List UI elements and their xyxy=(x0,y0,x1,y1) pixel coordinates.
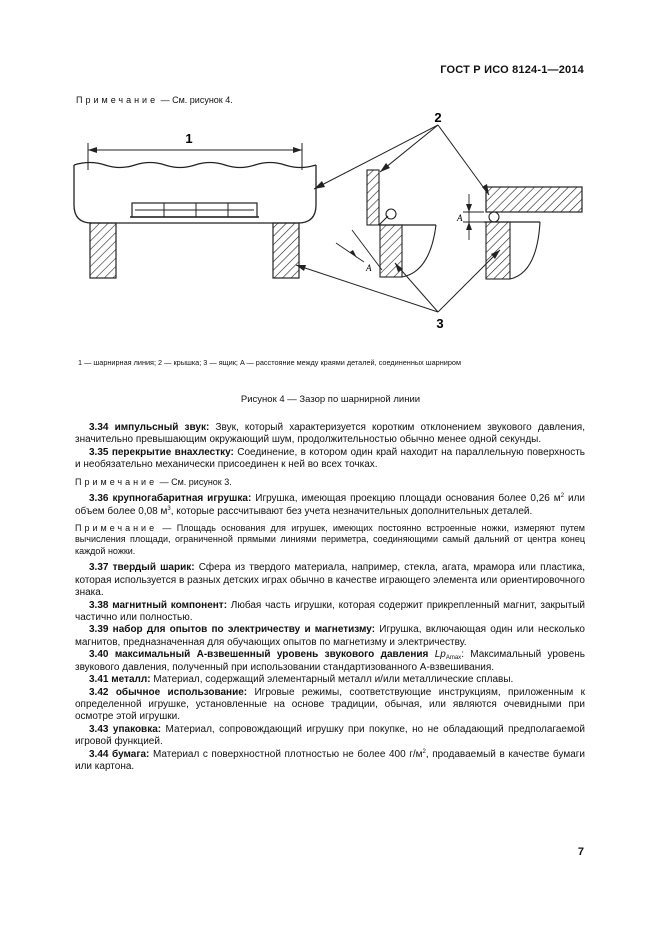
definition-3-34: 3.34 импульсный звук: Звук, который характеризуется коротким отклонением звукового давления, значительно превышающим окружающий шум, продолжительностью обычно менее одной секунды. xyxy=(75,422,585,446)
definition-3-44: 3.44 бумага: Материал с поверхностной плотностью не более 400 $г/м^2$, продаваемый в качестве бумаги или картона. xyxy=(75,748,585,772)
note-text: — См. рисунок 4. xyxy=(160,95,233,105)
hinge-gap-figure xyxy=(0,108,661,358)
definition-3-41: 3.41 металл: Материал, содержащий элементарный металл и/или металлические сплавы. xyxy=(89,674,514,686)
note-3-36: Примечание — Площадь основания для игрушек, имеющих постоянно встроенные ножки, измеряют путем вычисления площади, ограниченной прямыми линиями периметра, соединяющими самый дальний от центра конец каждой ножки. xyxy=(75,522,585,556)
figure-caption: Рисунок 4 — Зазор по шарнирной линии xyxy=(240,394,421,405)
side-section-open xyxy=(336,170,436,277)
dimension-label-a2: A xyxy=(457,213,463,223)
figure-legend: 1 — шарнирная линия; 2 — крышка; 3 — ящик; A — расстояние между краями деталей, соединенных шарниром xyxy=(78,358,461,367)
definitions-body xyxy=(75,422,585,773)
front-view xyxy=(74,143,316,278)
definition-3-37: 3.37 твердый шарик: Сфера из твердого материала, например, стекла, агата, мрамора или пластика, которая используется в разных детских играх обычно в качестве играющего элемента или ориентировочного знака. xyxy=(75,562,586,599)
callout-2: 2 xyxy=(434,110,442,125)
definition-3-40: 3.40 максимальный А-взвешенный уровень звукового давления $Lp_{Amax}$: Максимальный уровень звукового давления, полученный при использовании стандартизованного А-взвешивания. xyxy=(75,649,586,673)
callout-1: 1 xyxy=(185,131,193,146)
document-standard-header: ГОСТ Р ИСО 8124-1—2014 xyxy=(440,64,584,76)
dimension-label-a1: A xyxy=(366,263,372,273)
definition-3-43: 3.43 упаковка: Материал, сопровождающий игрушку при покупке, но не обладающий предполагаемой игровой функцией. xyxy=(75,723,586,748)
page-number: 7 xyxy=(577,846,584,858)
note-3-35: Примечание — См. рисунок 3. xyxy=(75,476,232,487)
note-label: Примечание xyxy=(76,95,159,105)
callout-3: 3 xyxy=(436,316,444,331)
definition-3-36: 3.36 крупногабаритная игрушка: Игрушка, имеющая проекцию площади основания более 0,26 $м^2$ или объем более 0,08 $м^3$, которые рассчитывают без учета незначительных дополнительных деталей. xyxy=(75,493,586,517)
hinge-drawing xyxy=(0,108,661,358)
definition-3-35: 3.35 перекрытие внахлестку: Соединение, в котором один край находит на параллельную поверхность и необязательно механически присоединен к ней во всех точках. xyxy=(75,446,586,471)
figure-reference-note xyxy=(76,95,233,105)
definition-3-42: 3.42 обычное использование: Игровые режимы, соответствующие инструкциям, приложенным к определенной игрушке, установленные на основе традиции, обычая, или являются очевидными при осмотре этой игрушки. xyxy=(75,686,586,723)
definition-3-39: 3.39 набор для опытов по электричеству и магнетизму: Игрушка, включающая один или несколько магнитов, предназначенная для обучающих опытов по магнетизму и электричеству. xyxy=(75,624,585,648)
definition-3-38: 3.38 магнитный компонент: Любая часть игрушки, которая содержит прикрепленный магнит, закрытый частично или полностью. xyxy=(75,599,585,624)
side-section-closed xyxy=(456,187,582,279)
